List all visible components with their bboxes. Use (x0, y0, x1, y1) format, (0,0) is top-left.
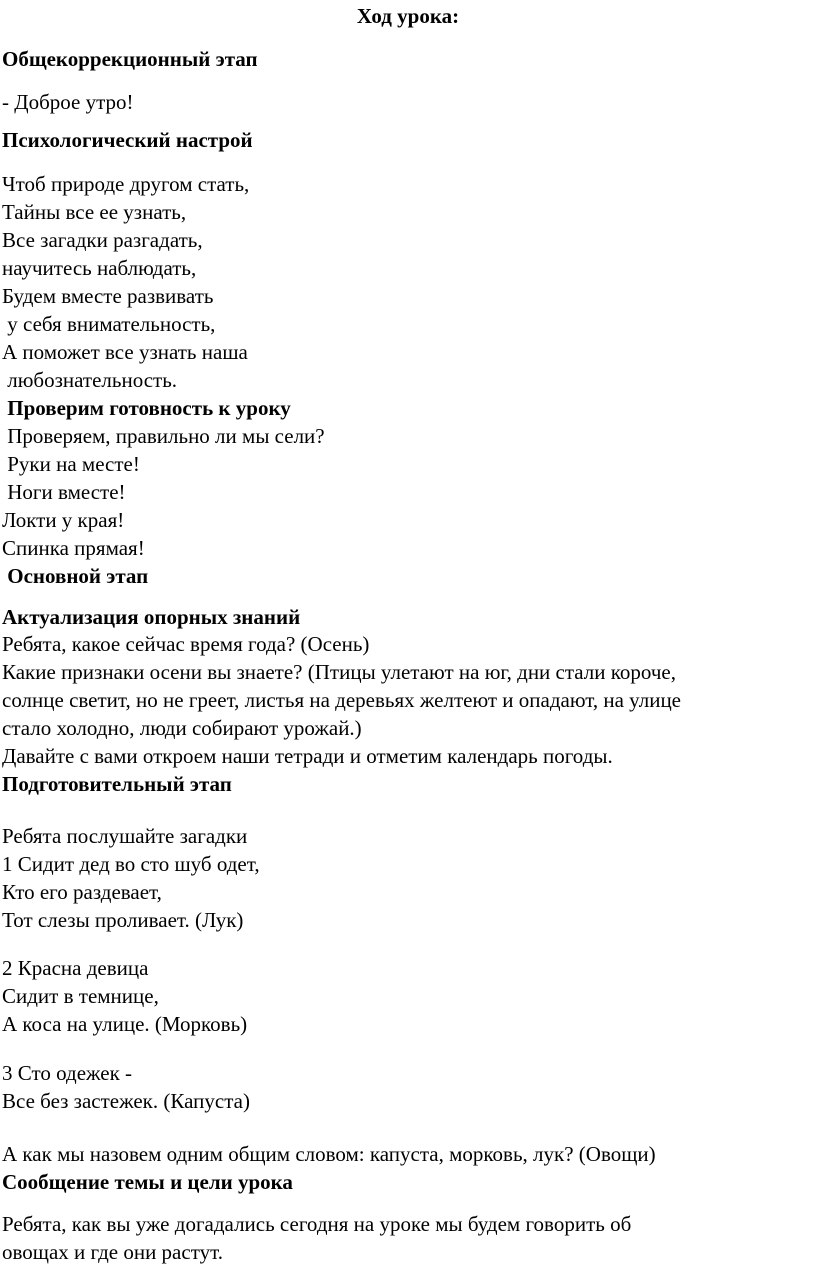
poem-line: Чтоб природе другом стать, (2, 172, 250, 196)
topic-line: овощах и где они растут. (2, 1240, 223, 1264)
poem-line: А поможет все узнать наша (2, 340, 248, 364)
riddle-line: 3 Сто одежек - (2, 1061, 133, 1085)
poem-line: Будем вместе развивать (2, 284, 214, 308)
topic-heading: Сообщение темы и цели урока (2, 1170, 293, 1194)
riddle-line: Все без застежек. (Капуста) (2, 1089, 250, 1113)
readiness-line: Спинка прямая! (2, 536, 145, 560)
poem-line: Тайны все ее узнать, (2, 200, 187, 224)
poem-line: у себя внимательность, (2, 312, 216, 336)
lesson-title: Ход урока: (356, 4, 460, 28)
readiness-line: Руки на месте! (2, 452, 140, 476)
greeting-line: - Доброе утро! (2, 90, 134, 114)
actualization-line: стало холодно, люди собирают урожай.) (2, 716, 362, 740)
psych-mood-heading: Психологический настрой (2, 128, 253, 152)
riddle-line: Кто его раздевает, (2, 880, 162, 904)
readiness-line: Локти у края! (2, 508, 125, 532)
riddles-intro: Ребята послушайте загадки (2, 824, 248, 848)
riddles-summary: А как мы назовем одним общим словом: капуста, морковь, лук? (Овощи) (2, 1142, 656, 1166)
main-stage-heading: Основной этап (2, 564, 149, 588)
riddle-line: 1 Сидит дед во сто шуб одет, (2, 852, 260, 876)
readiness-line: Ноги вместе! (2, 480, 126, 504)
poem-line: Все загадки разгадать, (2, 228, 203, 252)
actualization-line: солнце светит, но не греет, листья на деревьях желтеют и опадают, на улице (2, 688, 682, 712)
topic-line: Ребята, как вы уже догадались сегодня на уроке мы будем говорить об (2, 1212, 632, 1236)
actualization-line: Ребята, какое сейчас время года? (Осень) (2, 632, 370, 656)
riddle-line: 2 Красна девица (2, 956, 149, 980)
preparatory-heading: Подготовительный этап (2, 772, 232, 796)
actualization-heading: Актуализация опорных знаний (2, 605, 301, 629)
general-stage-heading: Общекоррекционный этап (2, 47, 258, 71)
actualization-line: Давайте с вами откроем наши тетради и отметим календарь погоды. (2, 744, 613, 768)
riddle-line: Сидит в темнице, (2, 984, 159, 1008)
actualization-line: Какие признаки осени вы знаете? (Птицы улетают на юг, дни стали короче, (2, 660, 676, 684)
riddle-line: А коса на улице. (Морковь) (2, 1012, 248, 1036)
readiness-heading: Проверим готовность к уроку (2, 396, 291, 420)
readiness-line: Проверяем, правильно ли мы сели? (2, 424, 325, 448)
poem-line: научитесь наблюдать, (2, 256, 197, 280)
riddle-line: Тот слезы проливает. (Лук) (2, 908, 244, 932)
poem-line: любознательность. (2, 368, 178, 392)
